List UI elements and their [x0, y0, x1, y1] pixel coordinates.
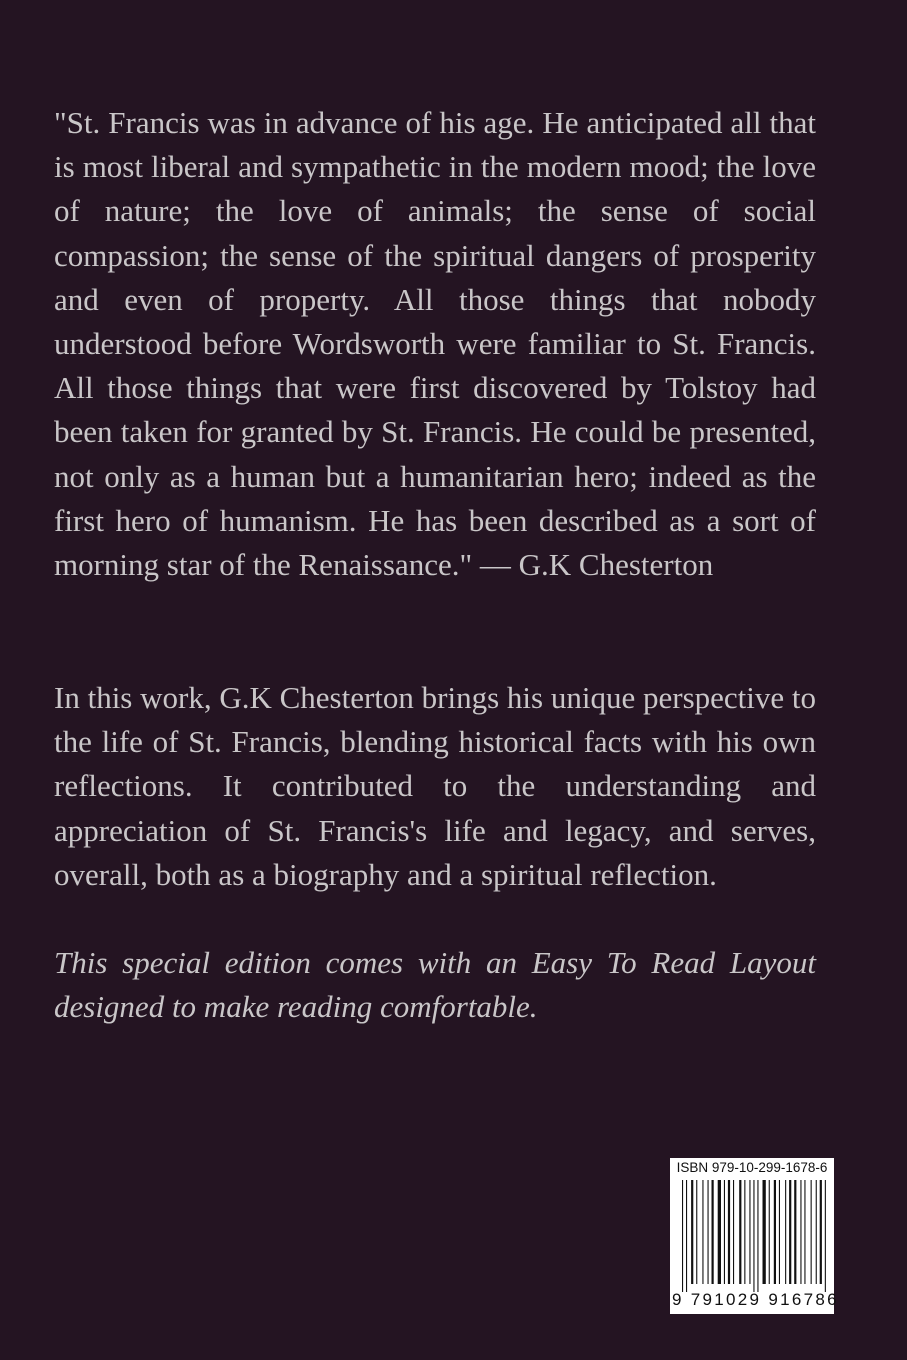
barcode-stripe — [804, 1180, 805, 1284]
barcode-stripe — [769, 1180, 770, 1284]
barcode-stripe — [774, 1180, 776, 1284]
barcode-stripe — [763, 1180, 766, 1284]
barcode-stripe — [739, 1180, 741, 1284]
barcode-stripe — [686, 1180, 687, 1292]
chesterton-quote: "St. Francis was in advance of his age. He anticipated all that is most liberal and sympathetic in the modern mood; the love of nature; the love of animals; the sense of social compassion; the sense of the spiritual dangers of prosperity and even of property. All those things that nobody understood before Wordsworth were familiar to St. Francis. All those things that were first discovered by Tolstoy had been taken for granted by St. Francis. He could be presented, not only as a human but a humanitarian hero; indeed as the first hero of humanism. He has been described as a sort of morning star of the Renaissance." — G.K Chesterton — [54, 105, 816, 583]
edition-note: This special edition comes with an Easy To Read Layout designed to make reading comfortable. — [54, 945, 816, 1025]
book-description: In this work, G.K Chesterton brings his unique perspective to the life of St. Francis, blending historical facts with his own reflections. It contributed to the understanding and appreciation of St. Francis's life and legacy, and serves, overall, both as a biography and a spiritual reflection. — [54, 680, 816, 892]
barcode-stripe — [724, 1180, 725, 1284]
barcode-stripe — [696, 1180, 697, 1284]
barcode-stripe — [816, 1180, 817, 1284]
barcode-stripe — [733, 1180, 734, 1284]
barcode-bars — [682, 1180, 832, 1292]
barcode-stripe — [702, 1180, 703, 1284]
barcode-digits: 9 791029 916786 — [672, 1290, 839, 1309]
isbn-label: ISBN 979-10-299-1678-6 — [676, 1160, 828, 1175]
barcode-stripe — [753, 1180, 754, 1292]
barcode-stripe — [785, 1180, 786, 1284]
barcode-stripe — [757, 1180, 758, 1292]
barcode-stripe — [691, 1180, 693, 1284]
barcode-stripe — [712, 1180, 714, 1284]
barcode-stripe — [749, 1180, 750, 1284]
barcode-stripe — [794, 1180, 796, 1284]
barcode-stripe — [825, 1180, 826, 1292]
barcode-stripe — [682, 1180, 683, 1292]
barcode-stripe — [820, 1180, 822, 1284]
barcode-stripe — [708, 1180, 709, 1284]
barcode-stripe — [718, 1180, 721, 1284]
barcode-stripe — [744, 1180, 745, 1284]
barcode-stripe — [779, 1180, 780, 1284]
barcode-stripe — [811, 1180, 812, 1284]
barcode-stripe — [800, 1180, 801, 1284]
isbn-barcode — [670, 1158, 839, 1314]
barcode-stripe — [728, 1180, 730, 1284]
barcode-stripe — [789, 1180, 791, 1284]
